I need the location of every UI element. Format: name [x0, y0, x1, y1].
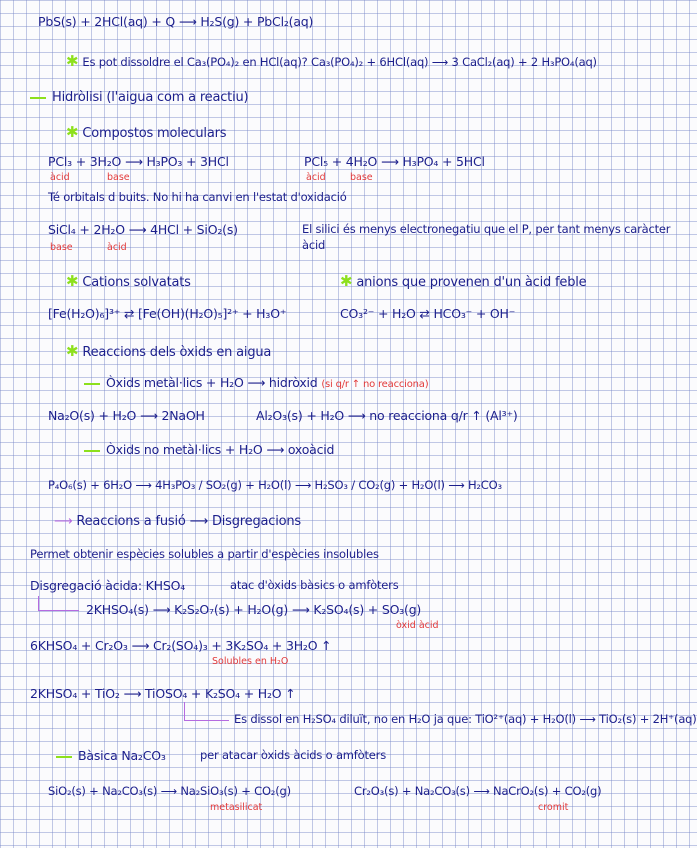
heading-compostos: ✱ Compostos moleculars: [66, 123, 227, 141]
question-ca3po4: ✱ Es pot dissoldre el Ca₃(PO₄)₂ en HCl(aq)? Ca₃(PO₄)₂ + 6HCl(aq) ⟶ 3 CaCl₂(aq) + 2 H₃PO₄(aq): [66, 52, 597, 70]
note-atacar: per atacar òxids àcids o amfòters: [200, 748, 386, 762]
note-permet: Permet obtenir espècies solubles a partir d'espècies insolubles: [30, 547, 379, 561]
equation-cr2o3-na2co3: Cr₂O₃(s) + Na₂CO₃(s) ⟶ NaCrO₂(s) + CO₂(g): [354, 784, 602, 798]
heading-oxids: ✱ Reaccions dels òxids en aigua: [66, 342, 272, 360]
rule-oxids-metallics: Òxids metàl·lics + H₂O ⟶ hidròxid (si q/r ↑ no reacciona): [84, 375, 428, 390]
equation-na2o: Na₂O(s) + H₂O ⟶ 2NaOH: [48, 408, 205, 423]
equation-pcl5: PCl₅ + 4H₂O ⟶ H₃PO₄ + 5HCl: [304, 154, 485, 169]
label-oxid-acid: òxid àcid: [396, 620, 439, 631]
label-solubles: Solubles en H₂O: [212, 656, 289, 667]
note-atac: atac d'òxids bàsics o amfòters: [230, 578, 399, 592]
label-cromit: cromit: [538, 802, 569, 813]
equation-khso4-decomp: 2KHSO₄(s) ⟶ K₂S₂O₇(s) + H₂O(g) ⟶ K₂SO₄(s) + SO₃(g): [86, 602, 422, 617]
equation-sicl4: SiCl₄ + 2H₂O ⟶ 4HCl + SiO₂(s): [48, 222, 238, 237]
note-tio-dissol: Es dissol en H₂SO₄ diluït, no en H₂O ja que: TiO²⁺(aq) + H₂O(l) ⟶ TiO₂(s) + 2H⁺(aq): [234, 712, 697, 726]
label-acid: àcid: [50, 172, 70, 183]
connector-arrow: [184, 702, 229, 721]
star-icon: ✱: [340, 272, 353, 290]
note-orbitals: Té orbitals d buits. No hi ha canvi en l'estat d'oxidació: [48, 190, 347, 204]
label-metasilicat: metasilicat: [210, 802, 263, 813]
label-acid: àcid: [107, 242, 127, 253]
equation-sio2: SiO₂(s) + Na₂CO₃(s) ⟶ Na₂SiO₃(s) + CO₂(g): [48, 784, 291, 798]
equation-carbonate: CO₃²⁻ + H₂O ⇄ HCO₃⁻ + OH⁻: [340, 306, 516, 321]
heading-hidrolisi: Hidròlisi (l'aigua com a reactiu): [30, 90, 248, 105]
equations-oxoacids: P₄O₆(s) + 6H₂O ⟶ 4H₃PO₃ / SO₂(g) + H₂O(l) ⟶ H₂SO₃ / CO₂(g) + H₂O(l) ⟶ H₂CO₃: [48, 478, 502, 492]
note-silici-cont: àcid: [302, 238, 326, 252]
star-icon: ✱: [66, 342, 79, 360]
connector-arrow: [38, 596, 79, 611]
heading-disgregacio-acida: Disgregació àcida: KHSO₄: [30, 578, 186, 593]
label-base: base: [50, 242, 73, 253]
rule-oxids-no-metallics: Òxids no metàl·lics + H₂O ⟶ oxoàcid: [84, 442, 334, 457]
arrow-right-icon: ⟶: [54, 514, 77, 529]
equation-fe-complex: [Fe(H₂O)₆]³⁺ ⇄ [Fe(OH)(H₂O)₅]²⁺ + H₃O⁺: [48, 306, 287, 321]
equation-cr2o3: 6KHSO₄ + Cr₂O₃ ⟶ Cr₂(SO₄)₃ + 3K₂SO₄ + 3H₂O ↑: [30, 638, 332, 653]
heading-fusio: ⟶ Reaccions a fusió ⟶ Disgregacions: [54, 514, 301, 529]
star-icon: ✱: [66, 52, 79, 70]
dash-marker-icon: [30, 97, 46, 99]
dash-marker-icon: [84, 383, 100, 385]
star-icon: ✱: [66, 123, 79, 141]
star-icon: ✱: [66, 272, 79, 290]
note-silici: El silici és menys electronegatiu que el P, per tant menys caràcter: [302, 222, 671, 236]
heading-anions: ✱ anions que provenen d'un àcid feble: [340, 272, 587, 290]
label-acid: àcid: [306, 172, 326, 183]
dash-marker-icon: [84, 450, 100, 452]
dash-marker-icon: [56, 756, 72, 758]
equation-al2o3: Al₂O₃(s) + H₂O ⟶ no reacciona q/r ↑ (Al³⁺): [256, 408, 518, 423]
heading-cations: ✱ Cations solvatats: [66, 272, 191, 290]
equation-pbs: PbS(s) + 2HCl(aq) + Q ⟶ H₂S(g) + PbCl₂(aq): [38, 14, 314, 29]
label-base: base: [350, 172, 373, 183]
equation-tio2: 2KHSO₄ + TiO₂ ⟶ TiOSO₄ + K₂SO₄ + H₂O ↑: [30, 686, 296, 701]
heading-basica: Bàsica Na₂CO₃: [56, 748, 166, 763]
note-no-reacciona: (si q/r ↑ no reacciona): [321, 379, 429, 390]
equation-pcl3: PCl₃ + 3H₂O ⟶ H₃PO₃ + 3HCl: [48, 154, 229, 169]
label-base: base: [107, 172, 130, 183]
